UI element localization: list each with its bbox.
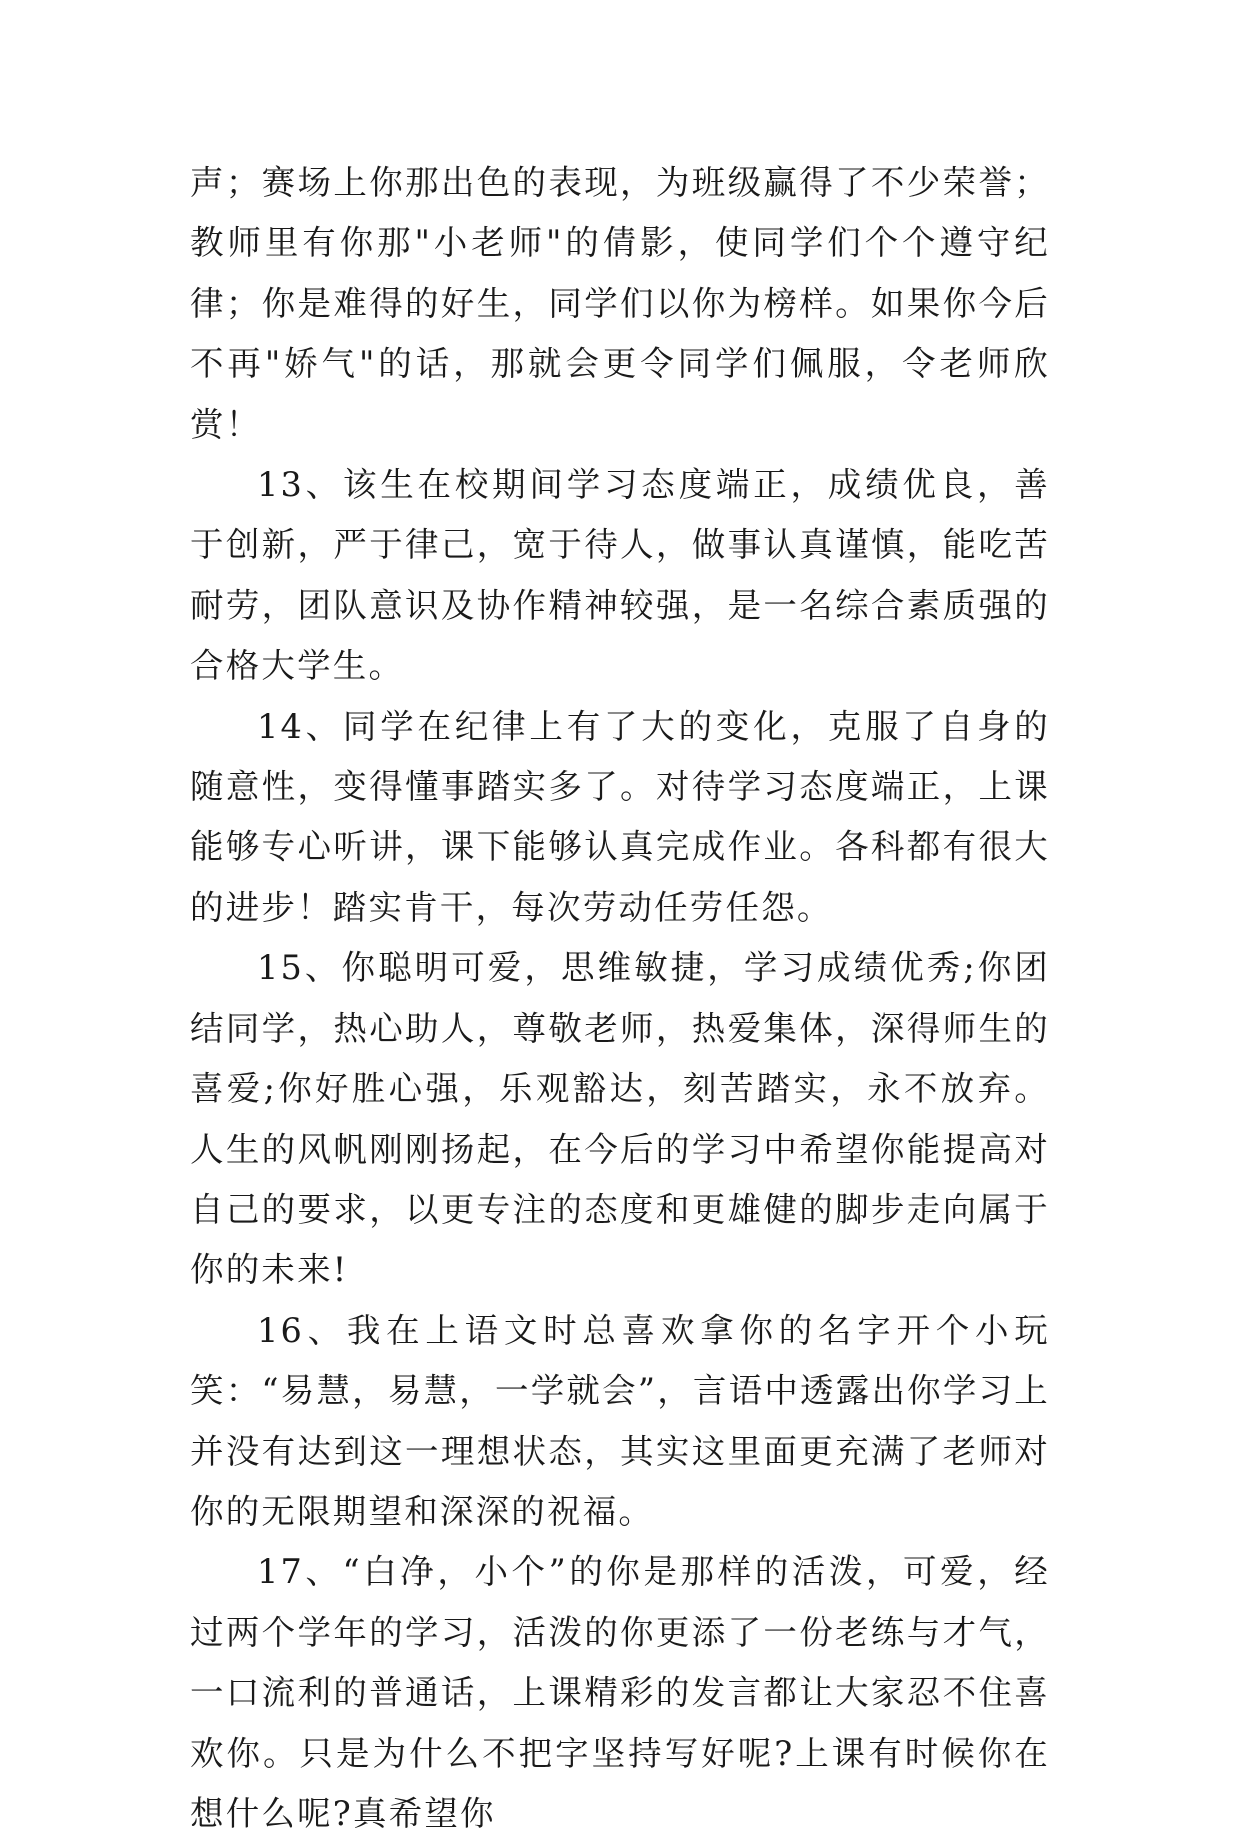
document-body — [190, 153, 1050, 1844]
paragraph-continued: 声；赛场上你那出色的表现，为班级赢得了不少荣誉；教师里有你那"小老师"的倩影，使同学们个个遵守纪律；你是难得的好生，同学们以你为榜样。如果你今后不再"娇气"的话，那就会更令同学们佩服，令老师欣赏！ — [190, 163, 1050, 444]
paragraph-16: 16、我在上语文时总喜欢拿你的名字开个小玩笑：“易慧，易慧，一学就会”，言语中透露出你学习上并没有达到这一理想状态，其实这里面更充满了老师对你的无限期望和深深的祝福。 — [190, 1310, 1050, 1531]
paragraph-17: 17、“白净，小个”的你是那样的活泼，可爱，经过两个学年的学习，活泼的你更添了一份老练与才气，一口流利的普通话，上课精彩的发言都让大家忍不住喜欢你。只是为什么不把字坚持写好呢?上课有时候你在想什么呢?真希望你 — [190, 1552, 1050, 1833]
paragraph-13: 13、该生在校期间学习态度端正，成绩优良，善于创新，严于律己，宽于待人，做事认真谨慎，能吃苦耐劳，团队意识及协作精神较强，是一名综合素质强的合格大学生。 — [190, 465, 1050, 686]
paragraph-15: 15、你聪明可爱，思维敏捷，学习成绩优秀;你团结同学，热心助人，尊敬老师，热爱集体，深得师生的喜爱;你好胜心强，乐观豁达，刻苦踏实，永不放弃。人生的风帆刚刚扬起，在今后的学习中希望你能提高对自己的要求，以更专注的态度和更雄健的脚步走向属于你的未来! — [190, 948, 1050, 1290]
paragraph-14: 14、同学在纪律上有了大的变化，克服了自身的随意性，变得懂事踏实多了。对待学习态度端正，上课能够专心听讲，课下能够认真完成作业。各科都有很大的进步！踏实肯干，每次劳动任劳任怨。 — [190, 706, 1050, 927]
